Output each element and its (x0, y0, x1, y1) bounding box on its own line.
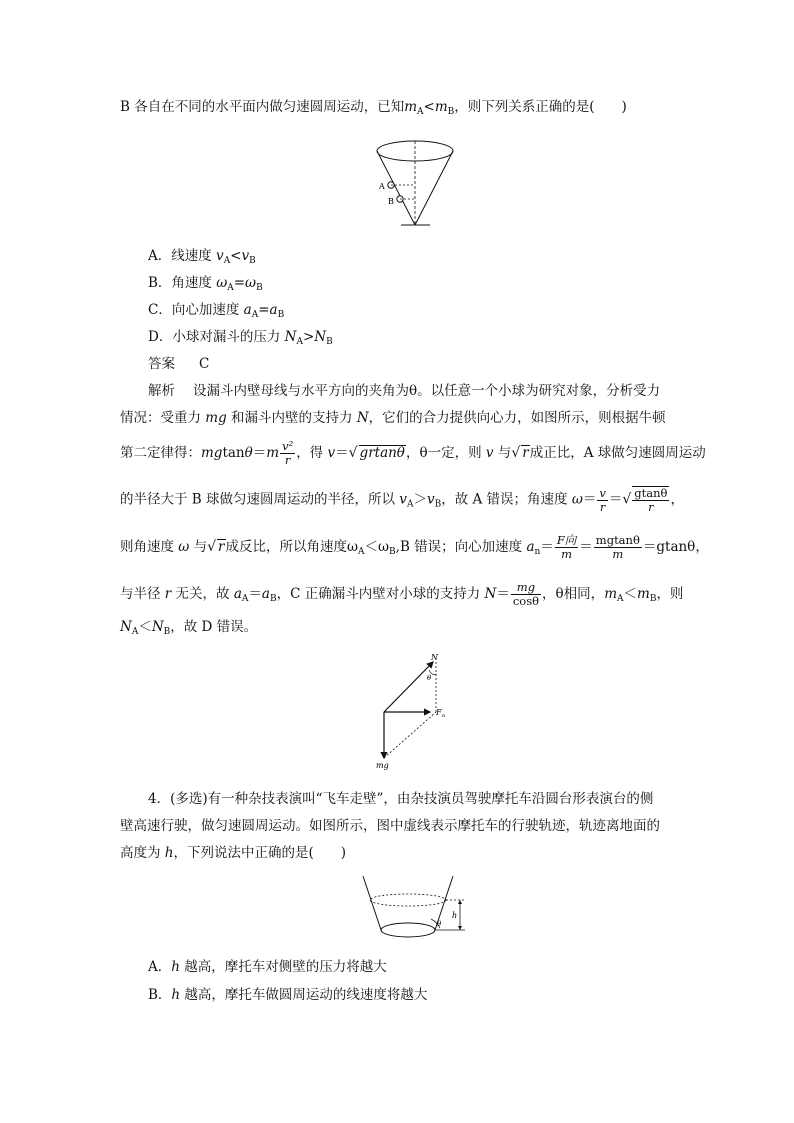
analysis-line-5: 则角速度 ω 与√ r成反比，所以角速度$\omega_A<\omega_B,B$ 错误；向心加速度 $a_n=$ $\frac{\text{F向}}{m}$ ＝ $\frac{mgtan\theta}{m}$ ＝gtanθ， (120, 533, 709, 561)
q4-option-b: B．h 越高，摩托车做圆周运动的线速度将越大 (148, 987, 428, 1003)
fraction-mg-over-cos: $\frac{mg}{\cos\theta}$ (512, 580, 540, 608)
force-label-f-sub: n (442, 713, 446, 719)
q4-line-3: 高度为 h，下列说法中正确的是( ) (120, 845, 347, 861)
analysis-line-6: 与半径 r 无关，故 $a_A=a_B$，C 正确漏斗内壁对小球的支持力 N＝ $\frac{mg}{\cos\theta}$ ，θ相同，$m_A<m_B$，则 (120, 580, 684, 608)
funnel-label-a: A (379, 182, 385, 191)
q4-line-1: 4．(多选)有一种杂技表演叫“飞车走壁”，由杂技演员驾驶摩托车沿圆台形表演台的侧 (148, 791, 654, 807)
fraction-gtan-over-r: $\frac{gtan\theta}{r}$ (634, 486, 668, 514)
cone-label-h: h (452, 911, 458, 920)
force-label-theta: θ (427, 674, 432, 682)
q3-option-b: B．角速度 $\omega_A=\omega_B$ (148, 275, 263, 293)
analysis-line-7: $N_A<N_B$，故 D 错误。 (120, 619, 258, 637)
funnel-figure (370, 137, 460, 235)
cone-label-theta: θ (437, 920, 442, 928)
q3-stem: B 各自在不同的水平面内做匀速圆周运动，已知$m_A<m_B$，则下列关系正确的是( ) (120, 99, 627, 117)
cone-track-figure (357, 870, 469, 950)
q3-option-a: A．线速度 $v_A<v_B$ (148, 248, 256, 266)
analysis-line-3: 第二定律得：mgtanθ＝m $\frac{\text{v²}}{r}$ ，得 v＝√ grtanθ，θ一定，则 v 与√ r成正比，A 球做匀速圆周运动 (120, 439, 706, 467)
force-label-n: N (431, 653, 438, 662)
force-diagram (370, 650, 460, 772)
q3-answer: 答案 C (148, 356, 210, 372)
fraction-v-over-r: $\frac{v}{r}$ (599, 485, 606, 514)
q4-option-a: A．h 越高，摩托车对侧壁的压力将越大 (148, 959, 387, 975)
force-label-f: F (436, 708, 442, 717)
analysis-line-2: 情况：受重力 mg 和漏斗内壁的支持力 N，它们的合力提供向心力，如图所示，则根据牛顿 (120, 410, 666, 426)
analysis-line-1: 解析 设漏斗内壁母线与水平方向的夹角为θ。以任意一个小球为研究对象，分析受力 (148, 383, 661, 399)
q3-option-c: C．向心加速度 $a_A=a_B$ (148, 302, 285, 320)
analysis-line-4: 的半径大于 B 球做匀速圆周运动的半径，所以 $v_A>v_B$，故 A 错误；角速度 ω＝ $\frac{v}{r}$ ＝√ $\frac{gtan\theta}{r}$ ， (120, 485, 684, 514)
fraction-f-over-m: $\frac{\text{F向}}{m}$ (556, 533, 577, 561)
funnel-label-b: B (388, 197, 394, 206)
force-label-mg: mg (376, 761, 389, 770)
fraction-mgtan-over-m: $\frac{mgtan\theta}{m}$ (595, 533, 640, 561)
q3-option-d: D．小球对漏斗的压力 $N_A>N_B$ (148, 329, 333, 347)
q4-line-2: 壁高速行驶，做匀速圆周运动。如图所示，图中虚线表示摩托车的行驶轨迹，轨迹离地面的 (120, 818, 660, 834)
fraction-v2-over-r: $\frac{\text{v²}}{r}$ (282, 439, 294, 467)
